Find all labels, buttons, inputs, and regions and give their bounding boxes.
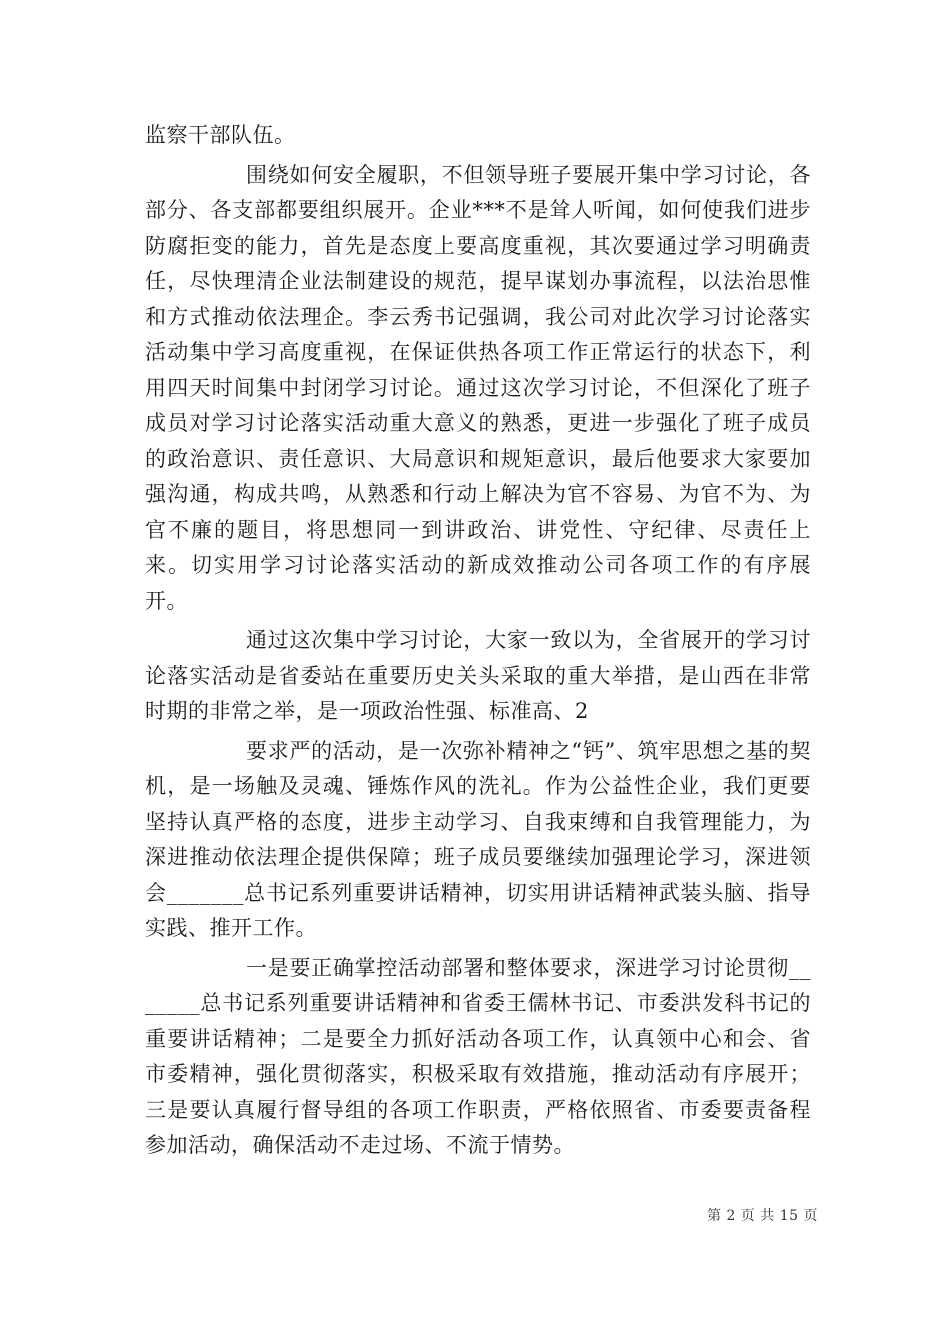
paragraph-1: 监察干部队伍。 (145, 123, 296, 147)
paragraph-4: 要求严的活动，是一次弥补精神之“钙”、筑牢思想之基的契机，是一场触及灵魂、锤炼作风的洗礼。作为公益性企业，我们更要坚持认真严格的态度，进步主动学习、自我束缚和自我管理能力，为深进推动依法理企提供保障；班子成员要继续加强理论学习，深进领会_______总书记系列重要讲话精神，切实用讲话精神武装头脑、指导实践、推开工作。 (145, 738, 811, 940)
paragraph-3: 通过这次集中学习讨论，大家一致以为，全省展开的学习讨论落实活动是省委站在重要历史关头采取的重大举措，是山西在非常时期的非常之举，是一项政治性强、标准高、2 (145, 628, 811, 723)
paragraph-5: 一是要正确掌控活动部署和整体要求，深进学习讨论贯彻_______总书记系列重要讲话精神和省委王儒林书记、市委洪发科书记的重要讲话精神；二是要全力抓好活动各项工作，认真领中心和会、省市委精神，强化贯彻落实，积极采取有效措施，推动活动有序展开；三是要认真履行督导组的各项工作职责，严格依照省、市委要责备程参加活动，确保活动不走过场、不流于情势。 (145, 955, 811, 1157)
page-number-footer: 第 2 页 共 15 页 (707, 1208, 818, 1224)
document-body (145, 118, 811, 1164)
paragraph-2: 围绕如何安全履职，不但领导班子要展开集中学习讨论，各部分、各支部都要组织展开。企业***不是耸人听闻，如何使我们进步防腐拒变的能力，首先是态度上要高度重视，其次要通过学习明确责任，尽快理清企业法制建设的规范，提早谋划办事流程，以法治思惟和方式推动依法理企。李云秀书记强调，我公司对此次学习讨论落实活动集中学习高度重视，在保证供热各项工作正常运行的状态下，利用四天时间集中封闭学习讨论。通过这次学习讨论，不但深化了班子成员对学习讨论落实活动重大意义的熟悉，更进一步强化了班子成员的政治意识、责任意识、大局意识和规矩意识，最后他要求大家要加强沟通，构成共鸣，从熟悉和行动上解决为官不容易、为官不为、为官不廉的题目，将思想同一到讲政治、讲党性、守纪律、尽责任上来。切实用学习讨论落实活动的新成效推动公司各项工作的有序展开。 (145, 162, 811, 613)
